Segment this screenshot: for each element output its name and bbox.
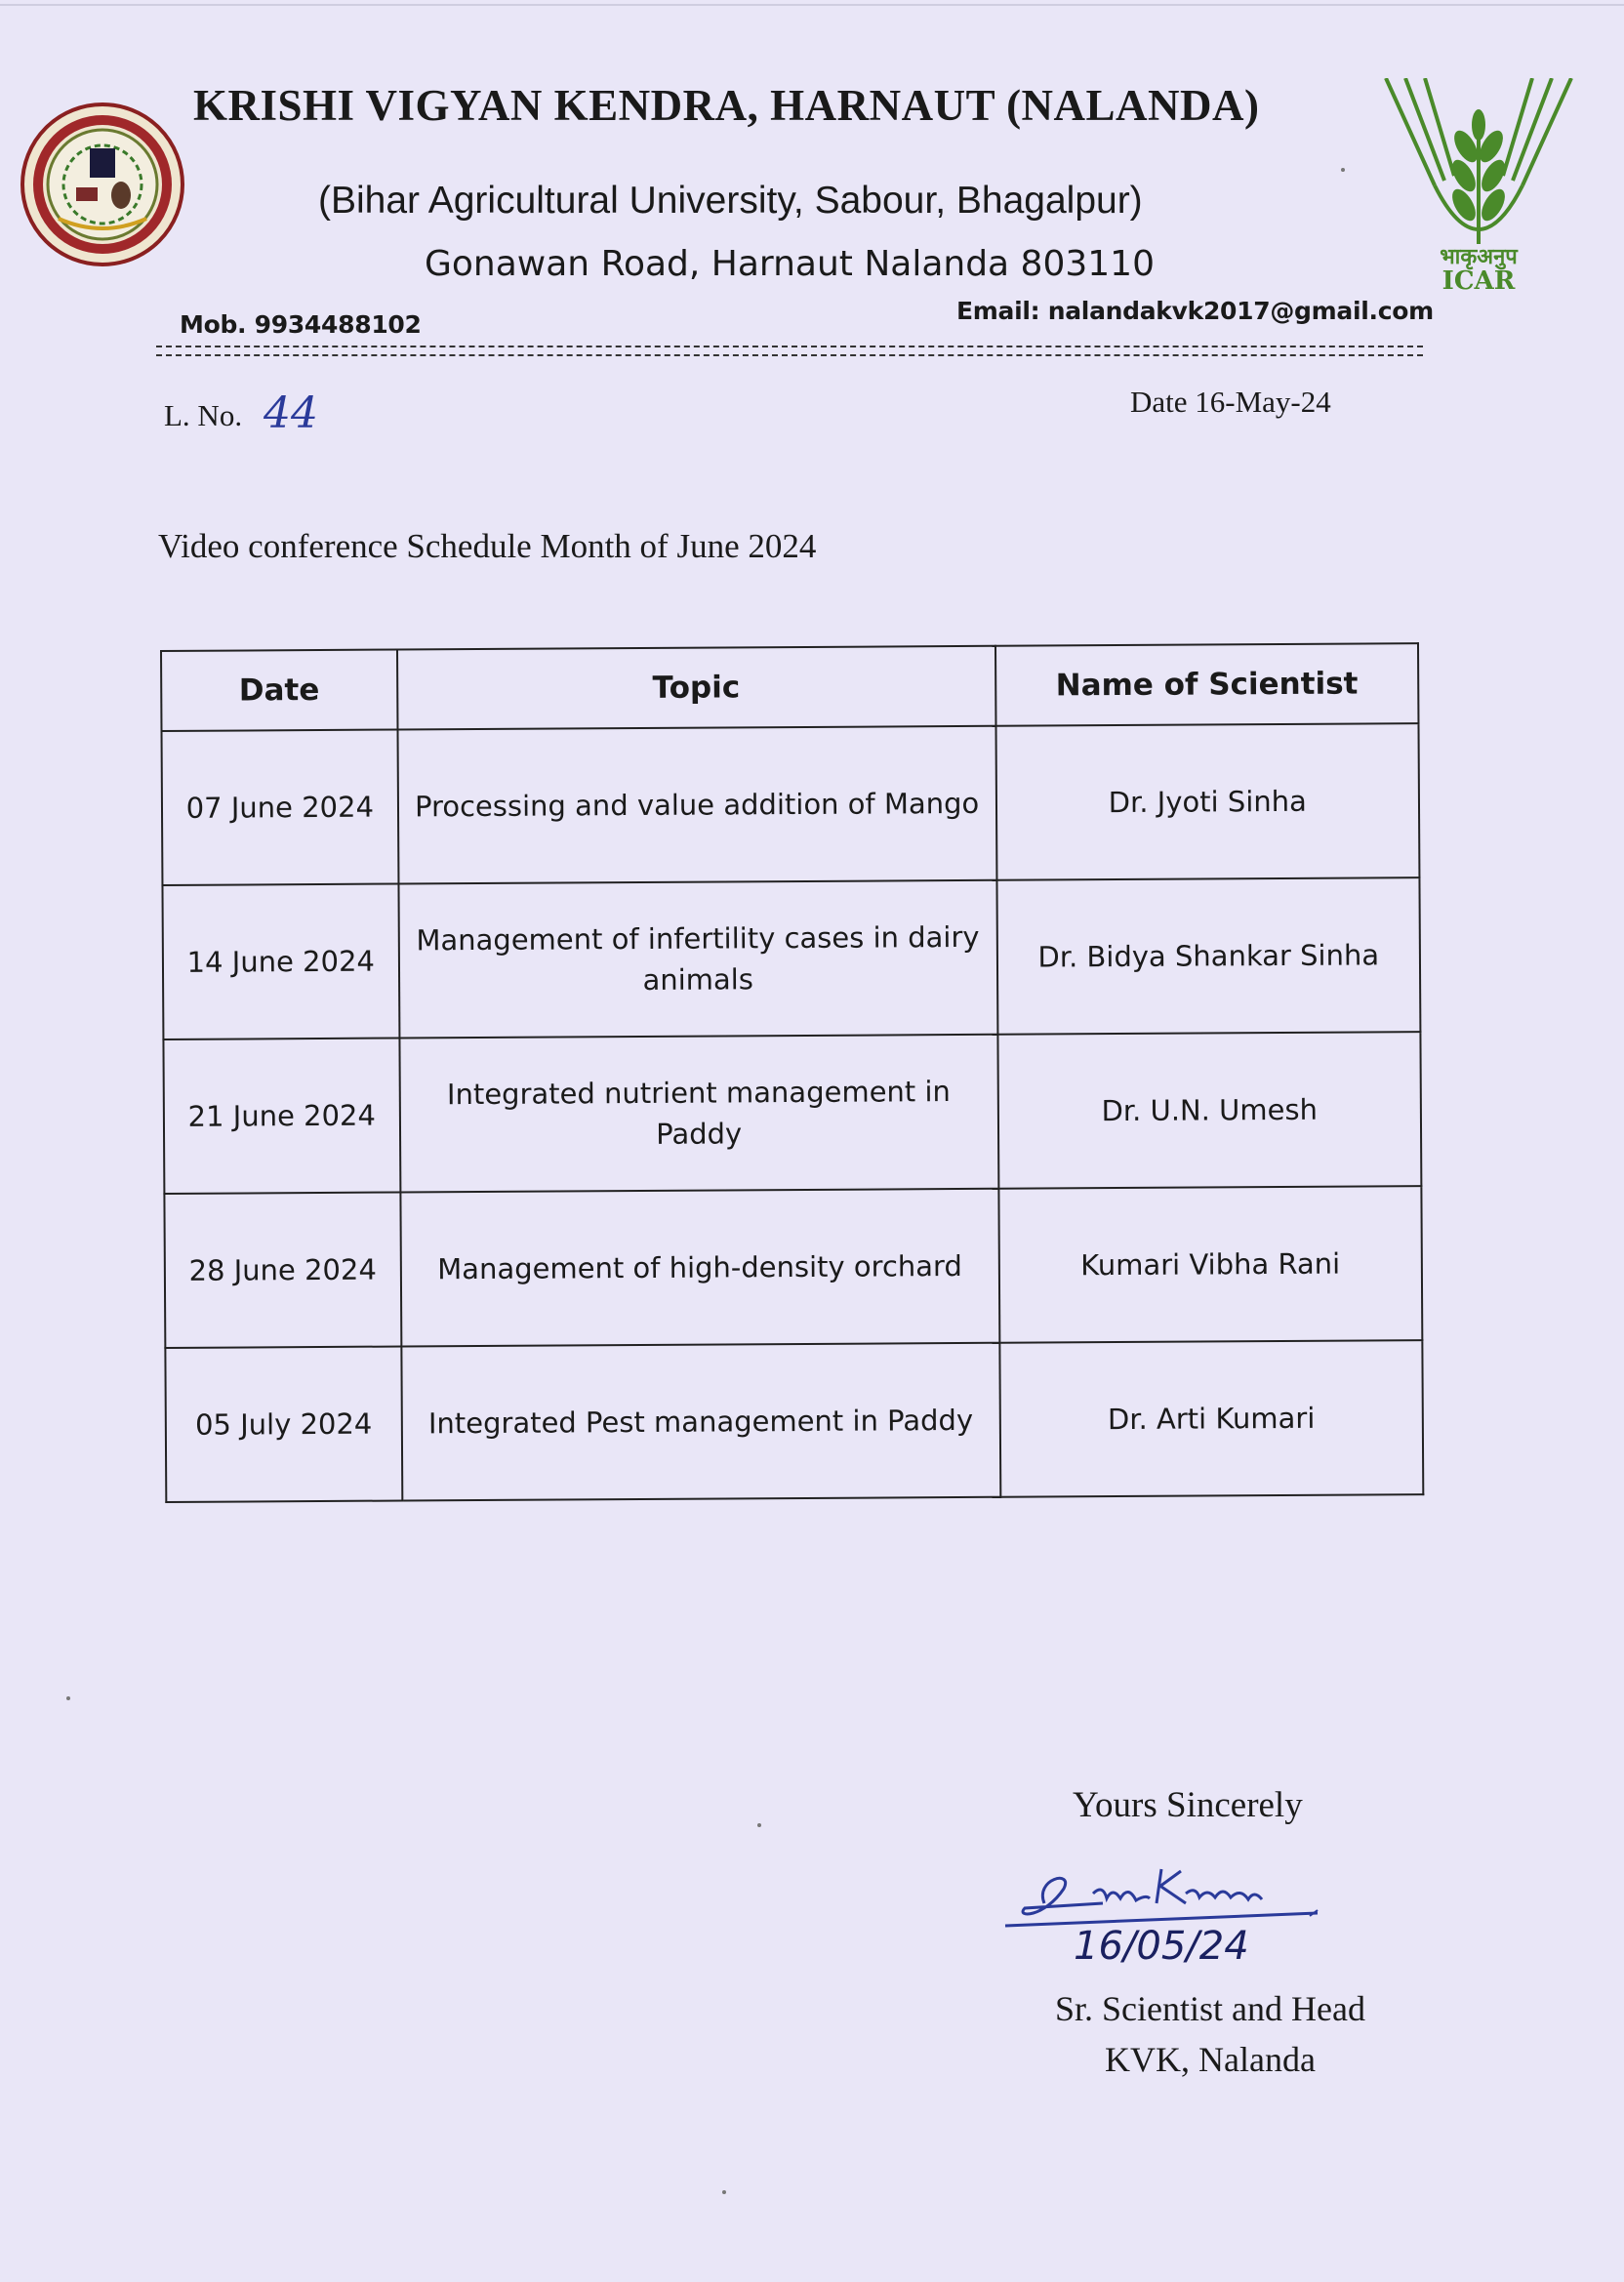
icar-hindi-text: भाकृअनुप xyxy=(1440,245,1518,269)
row-topic: Processing and value addition of Mango xyxy=(397,726,996,884)
header-scientist: Name of Scientist xyxy=(995,643,1419,726)
table-row xyxy=(165,1340,1423,1502)
row-date: 05 July 2024 xyxy=(165,1347,402,1502)
letter-date: Date 16-May-24 xyxy=(1130,385,1331,419)
org-name: KRISHI VIGYAN KENDRA, HARNAUT (NALANDA) xyxy=(193,81,1260,130)
designation-office: KVK, Nalanda xyxy=(1105,2040,1316,2079)
row-topic: Management of high-density orchard xyxy=(400,1189,999,1347)
scan-edge xyxy=(0,4,1624,6)
signature-date: 16/05/24 xyxy=(1074,1924,1249,1967)
table-row xyxy=(164,1186,1422,1348)
row-date: 14 June 2024 xyxy=(162,884,399,1039)
letter-number-value: 44 xyxy=(264,388,318,438)
table-row xyxy=(162,723,1420,885)
scan-speck xyxy=(757,1823,761,1827)
table-row xyxy=(163,1032,1421,1194)
designation-title: Sr. Scientist and Head xyxy=(1055,1989,1365,2028)
table-header-row xyxy=(161,643,1418,731)
closing-salutation: Yours Sincerely xyxy=(1073,1785,1303,1825)
row-scientist: Dr. Jyoti Sinha xyxy=(995,723,1419,880)
scan-speck xyxy=(66,1696,70,1700)
email-address: Email: nalandakvk2017@gmail.com xyxy=(956,297,1434,325)
table-row xyxy=(162,877,1420,1039)
header-date: Date xyxy=(161,650,397,731)
letter-subject: Video conference Schedule Month of June 2024 xyxy=(158,527,817,565)
handwritten-signature xyxy=(986,1850,1376,1967)
row-topic: Integrated nutrient management in Paddy xyxy=(399,1035,998,1193)
university-line: (Bihar Agricultural University, Sabour, Bhagalpur) xyxy=(318,180,1143,222)
row-scientist: Dr. Bidya Shankar Sinha xyxy=(996,877,1420,1035)
row-scientist: Dr. U.N. Umesh xyxy=(997,1032,1421,1189)
letter-number-label: L. No. xyxy=(164,398,243,432)
row-topic: Integrated Pest management in Paddy xyxy=(401,1343,1000,1501)
mobile-number: Mob. 9934488102 xyxy=(180,310,422,339)
row-scientist: Dr. Arti Kumari xyxy=(999,1340,1423,1497)
icar-text: ICAR xyxy=(1441,266,1516,296)
bau-seal-icon xyxy=(20,102,185,267)
header-divider xyxy=(156,346,1423,356)
row-scientist: Kumari Vibha Rani xyxy=(998,1186,1422,1343)
row-topic: Management of infertility cases in dairy animals xyxy=(398,880,997,1039)
address-line: Gonawan Road, Harnaut Nalanda 803110 xyxy=(425,244,1155,284)
designation-block xyxy=(1025,1983,1396,2085)
row-date: 28 June 2024 xyxy=(164,1193,401,1348)
scan-speck xyxy=(1341,168,1345,172)
header-topic: Topic xyxy=(397,646,995,730)
scan-speck xyxy=(722,2190,726,2194)
row-date: 07 June 2024 xyxy=(162,730,399,885)
icar-logo-icon xyxy=(1376,78,1581,303)
row-date: 21 June 2024 xyxy=(163,1039,400,1194)
schedule-table xyxy=(160,642,1424,1503)
